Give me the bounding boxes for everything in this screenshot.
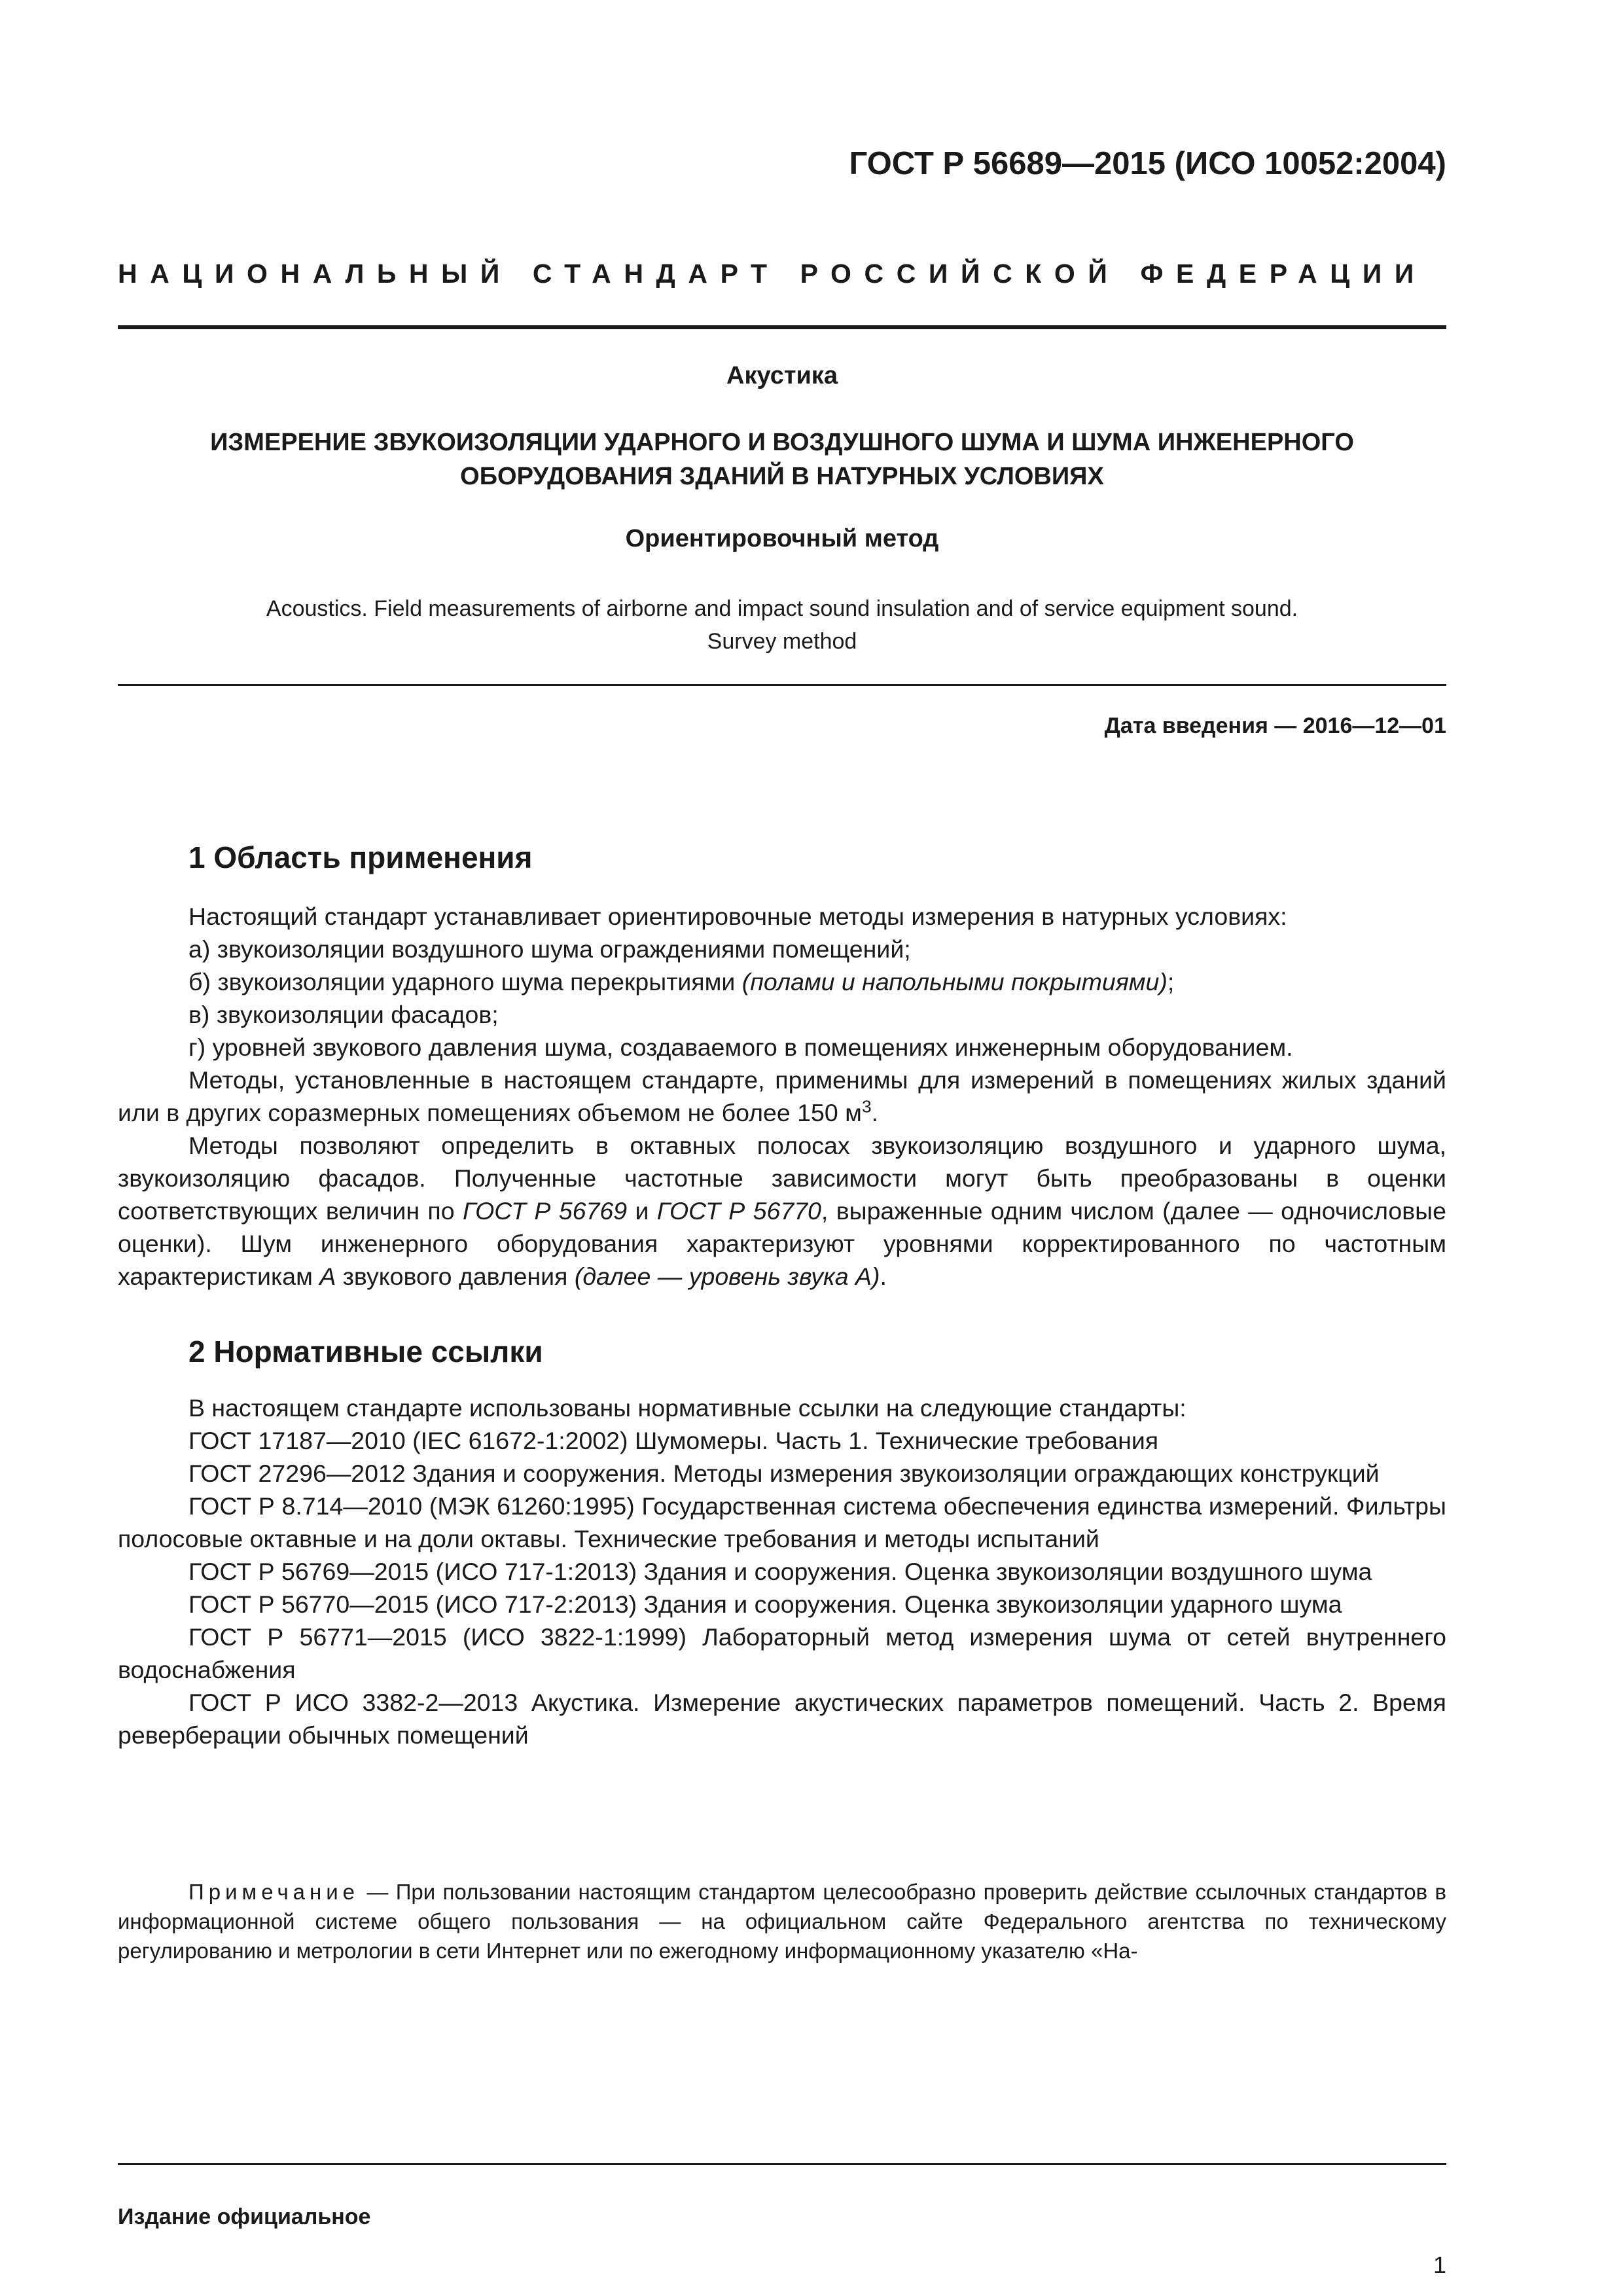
paragraph-end: .: [880, 1263, 887, 1290]
edition-label: Издание официальное: [118, 2204, 371, 2229]
introduction-date: Дата введения — 2016—12—01: [1104, 713, 1446, 738]
list-item: [118, 965, 1446, 998]
reference-item: ГОСТ Р 56769—2015 (ИСО 717-1:2013) Здания и сооружения. Оценка звукоизоляции воздушного шума: [188, 1558, 1372, 1585]
reference-item: ГОСТ Р 56770—2015 (ИСО 717-2:2013) Здания и сооружения. Оценка звукоизоляции ударного шума: [188, 1590, 1342, 1618]
list-item-italic: (полами и напольными покрытиями): [741, 968, 1168, 996]
method-subtitle: Ориентировочный метод: [625, 525, 939, 552]
english-title-line-2: Survey method: [707, 629, 857, 654]
reference-item: ГОСТ Р 8.714—2010 (МЭК 61260:1995) Государственная система обеспечения единства измерений. Фильтры полосовые октавные и на доли октавы. Технические требования и методы испытаний: [118, 1492, 1446, 1552]
title-rule: [118, 684, 1446, 686]
paragraph: В настоящем стандарте использованы нормативные ссылки на следующие стандарты:: [188, 1394, 1186, 1422]
paragraph: Настоящий стандарт устанавливает ориентировочные методы измерения в натурных условиях:: [188, 903, 1287, 930]
section-2-heading: 2 Нормативные ссылки: [188, 1335, 543, 1369]
note: [118, 1877, 1446, 1965]
superscript: 3: [861, 1096, 872, 1117]
note-label: Примечание: [188, 1880, 360, 1904]
italic-letter: А: [319, 1263, 336, 1290]
reference-item: ГОСТ Р ИСО 3382-2—2013 Акустика. Измерение акустических параметров помещений. Часть 2. Время реверберации обычных помещений: [118, 1689, 1446, 1749]
subject-title: Акустика: [726, 362, 838, 389]
paragraph-text: Методы, установленные в настоящем стандарте, применимы для измерений в помещениях жилых зданий или в других соразмерных помещениях объемом не более 150 м: [118, 1066, 1446, 1126]
section-1-heading: 1 Область применения: [188, 840, 533, 874]
paragraph-end: .: [871, 1099, 878, 1126]
list-item-text: б) звукоизоляции ударного шума перекрытиями: [188, 968, 742, 996]
note-text: — При пользовании настоящим стандартом целесообразно проверить действие ссылочных стандартов в информационной системе общего пользования — на официальном сайте Федерального агентства по техническому регулированию и метрологии в сети Интернет или по ежегодному информационному указателю «На-: [118, 1880, 1446, 1963]
english-title-line-1: Acoustics. Field measurements of airborne and impact sound insulation and of service equipment sound.: [266, 596, 1298, 621]
footer-rule: [118, 2163, 1446, 2165]
section-2-body: [118, 1391, 1446, 1751]
italic-text: (далее — уровень звука А): [574, 1263, 880, 1290]
note-paragraph: [118, 1877, 1446, 1965]
list-item: а) звукоизоляции воздушного шума ограждениями помещений;: [188, 935, 911, 963]
paragraph: [118, 1064, 1446, 1129]
main-title-line-1: ИЗМЕРЕНИЕ ЗВУКОИЗОЛЯЦИИ УДАРНОГО И ВОЗДУШНОГО ШУМА И ШУМА ИНЖЕНЕРНОГО: [210, 429, 1354, 456]
reference-link: ГОСТ Р 56770: [656, 1197, 821, 1225]
reference-link: ГОСТ Р 56769: [462, 1197, 628, 1225]
paragraph-text: и: [627, 1197, 657, 1225]
list-item: в) звукоизоляции фасадов;: [188, 1001, 499, 1028]
reference-item: ГОСТ 17187—2010 (IEC 61672-1:2002) Шумомеры. Часть 1. Технические требования: [188, 1427, 1159, 1454]
main-title: [118, 425, 1446, 493]
document-number: ГОСТ Р 56689—2015 (ИСО 10052:2004): [849, 146, 1446, 181]
paragraph-text: , выраженные одним числом (далее — одночисловые оценки). Шум инженерного оборудования характеризуют уровнями корректированного по частотным характеристикам: [118, 1197, 1446, 1290]
reference-item: ГОСТ Р 56771—2015 (ИСО 3822-1:1999) Лабораторный метод измерения шума от сетей внутреннего водоснабжения: [118, 1623, 1446, 1683]
list-item-end: ;: [1167, 968, 1175, 996]
reference-item: ГОСТ 27296—2012 Здания и сооружения. Методы измерения звукоизоляции ограждающих конструкций: [188, 1460, 1380, 1487]
paragraph-text: звукового давления: [336, 1263, 575, 1290]
paragraph: [118, 1129, 1446, 1293]
page-number: 1: [1433, 2251, 1446, 2278]
main-title-line-2: ОБОРУДОВАНИЯ ЗДАНИЙ В НАТУРНЫХ УСЛОВИЯХ: [460, 463, 1104, 490]
list-item: г) уровней звукового давления шума, создаваемого в помещениях инженерным оборудованием.: [188, 1033, 1293, 1061]
header-rule: [118, 325, 1446, 329]
paragraph-text: Методы позволяют определить в октавных полосах звукоизоляцию воздушного и ударного шума, звукоизоляцию фасадов. Полученные частотные зависимости могут быть преобразованы в оценки соответствующих величин по: [118, 1132, 1446, 1225]
standard-title: НАЦИОНАЛЬНЫЙ СТАНДАРТ РОССИЙСКОЙ ФЕДЕРАЦИИ: [118, 259, 1427, 289]
english-title: [118, 592, 1446, 658]
section-1-body: [118, 900, 1446, 1293]
